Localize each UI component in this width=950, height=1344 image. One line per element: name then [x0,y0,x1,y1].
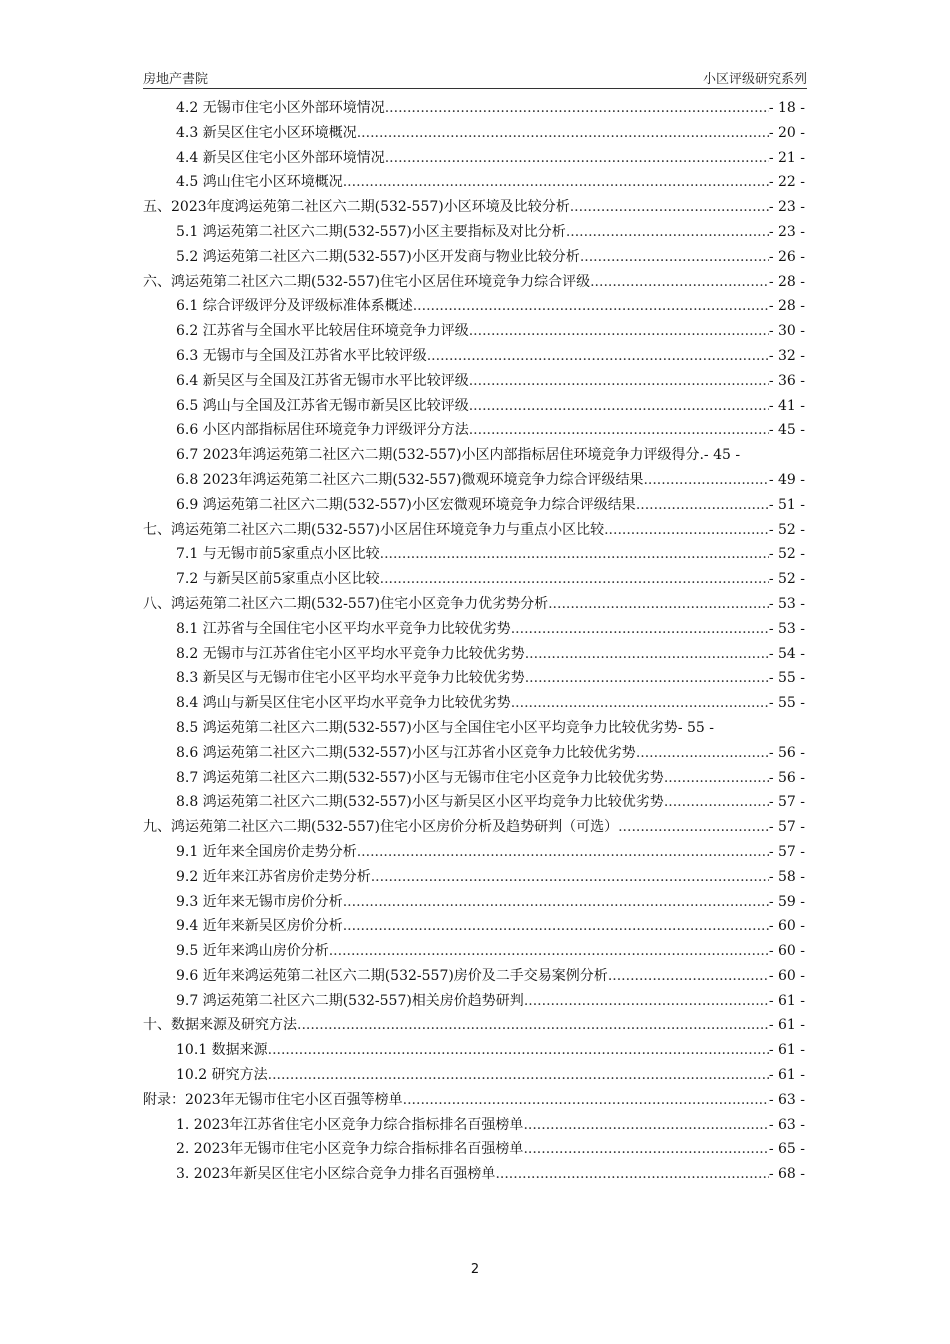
toc-entry[interactable] [143,369,805,394]
toc-entry-page: - 18 - [768,100,805,116]
toc-entry-page: - 55 - [677,719,714,736]
toc-leader-dots [403,1088,769,1113]
toc-entry-title: 6.1 综合评级评分及评级标准体系概述 [176,298,413,315]
toc-entry[interactable] [143,1088,805,1113]
table-of-contents [143,96,805,1187]
toc-entry-title: 3. 2023年新吴区住宅小区综合竞争力排名百强榜单 [176,1166,496,1183]
toc-entry-title: 8.1 江苏省与全国住宅小区平均水平竞争力比较优劣势 [176,620,511,637]
toc-entry-title: 1. 2023年江苏省住宅小区竞争力综合指标排名百强榜单 [176,1116,524,1133]
toc-entry-page: - 58 - [768,868,805,885]
toc-entry-title: 八、鸿运苑第二社区六二期(532-557)住宅小区竞争力优劣势分析 [143,595,549,612]
toc-entry-page: - 57 - [768,843,805,860]
toc-entry[interactable] [143,418,805,443]
toc-leader-dots [329,939,769,964]
page-number: 2 [470,1262,480,1277]
toc-entry[interactable] [143,666,805,691]
toc-leader-dots [343,170,769,195]
toc-entry[interactable] [143,493,805,518]
toc-entry-page: - 60 - [768,943,805,960]
toc-leader-dots [643,468,768,493]
toc-entry-page: - 61 - [768,1067,805,1084]
toc-leader-dots [590,270,769,295]
toc-entry-title: 6.8 2023年鸿运苑第二社区六二期(532-557)微观环境竞争力综合评级结果 [176,471,644,488]
toc-entry[interactable] [143,1013,805,1038]
toc-entry-page: - 23 - [768,223,805,240]
toc-entry-title: 10.2 研究方法 [176,1067,268,1084]
toc-entry-page: - 49 - [768,471,805,488]
toc-entry[interactable] [143,96,805,121]
toc-leader-dots [523,1137,768,1162]
toc-leader-dots [511,617,769,642]
toc-entry-page: - 57 - [768,794,805,811]
toc-entry[interactable] [143,1137,805,1162]
toc-leader-dots [608,964,769,989]
toc-leader-dots [525,666,769,691]
toc-entry-page: - 54 - [768,645,805,662]
toc-leader-dots [524,989,769,1014]
toc-leader-dots [618,815,769,840]
toc-leader-dots [469,394,769,419]
toc-entry-title: 附录：2023年无锡市住宅小区百强等榜单 [143,1091,403,1108]
toc-entry-title: 8.3 新吴区与无锡市住宅小区平均水平竞争力比较优劣势 [176,670,525,687]
toc-entry-title: 9.2 近年来江苏省房价走势分析 [176,868,371,885]
toc-entry[interactable] [143,542,805,567]
toc-entry-title: 九、鸿运苑第二社区六二期(532-557)住宅小区房价分析及趋势研判（可选） [143,819,619,836]
toc-leader-dots [371,865,769,890]
toc-entry[interactable] [143,1113,805,1138]
toc-entry-page: - 57 - [768,819,805,836]
toc-entry-title: 十、数据来源及研究方法 [143,1017,297,1034]
toc-entry-page: - 51 - [768,496,805,513]
toc-entry-page: - 63 - [768,1091,805,1108]
toc-entry[interactable] [143,964,805,989]
toc-entry-title: 5.1 鸿运苑第二社区六二期(532-557)小区主要指标及对比分析 [176,223,566,240]
toc-entry[interactable] [143,394,805,419]
toc-entry-page: - 28 - [768,298,805,315]
toc-leader-dots [511,691,769,716]
toc-leader-dots [343,890,769,915]
toc-entry-title: 8.7 鸿运苑第二社区六二期(532-557)小区与无锡市住宅小区竞争力比较优劣势 [176,769,664,786]
toc-entry-page: - 60 - [768,918,805,935]
toc-entry-page: - 20 - [768,124,805,141]
toc-leader-dots [469,369,769,394]
toc-leader-dots [469,319,769,344]
toc-leader-dots [664,790,769,815]
toc-entry-title: 9.3 近年来无锡市房价分析 [176,893,343,910]
toc-leader-dots [427,344,769,369]
toc-entry-page: - 22 - [768,174,805,191]
toc-entry-page: - 45 - [768,422,805,439]
toc-entry[interactable] [143,865,805,890]
toc-entry-page: - 59 - [768,893,805,910]
toc-entry-page: - 61 - [768,1042,805,1059]
toc-entry-title: 9.6 近年来鸿运苑第二社区六二期(532-557)房价及二手交易案例分析 [176,967,608,984]
toc-entry-page: - 56 - [768,769,805,786]
toc-entry-page: - 60 - [768,967,805,984]
toc-entry-page: - 65 - [768,1141,805,1158]
toc-entry-title: 5.2 鸿运苑第二社区六二期(532-557)小区开发商与物业比较分析 [176,248,580,265]
toc-leader-dots [385,146,769,171]
toc-entry-title: 2. 2023年无锡市住宅小区竞争力综合指标排名百强榜单 [176,1141,524,1158]
toc-entry-title: 8.4 鸿山与新吴区住宅小区平均水平竞争力比较优劣势 [176,695,511,712]
toc-entry-title: 7.1 与无锡市前5家重点小区比较 [176,546,380,563]
toc-leader-dots [570,195,769,220]
toc-entry[interactable] [143,939,805,964]
toc-entry-page: - 41 - [768,397,805,414]
toc-entry-page: - 21 - [768,149,805,166]
toc-leader-dots [268,1038,769,1063]
toc-entry-title: 6.9 鸿运苑第二社区六二期(532-557)小区宏微观环境竞争力综合评级结果 [176,496,636,513]
toc-leader-dots [413,294,769,319]
page-header [143,64,807,89]
toc-entry-page: - 55 - [768,670,805,687]
toc-entry-page: - 52 - [768,546,805,563]
toc-entry[interactable] [143,691,805,716]
toc-entry[interactable] [143,1162,805,1187]
toc-entry-page: - 52 - [768,521,805,538]
toc-entry[interactable] [143,344,805,369]
toc-entry[interactable] [143,195,805,220]
toc-entry[interactable] [143,741,805,766]
toc-entry[interactable] [143,815,805,840]
toc-leader-dots [636,741,769,766]
toc-leader-dots [357,121,769,146]
toc-entry[interactable] [143,518,805,543]
toc-entry[interactable] [143,642,805,667]
toc-leader-dots [380,567,769,592]
toc-entry-page: - 55 - [768,695,805,712]
toc-entry-page: - 68 - [768,1166,805,1183]
toc-entry-title: 6.2 江苏省与全国水平比较居住环境竞争力评级 [176,323,469,340]
toc-leader-dots [523,1113,768,1138]
toc-leader-dots [566,220,769,245]
toc-entry-title: 9.7 鸿运苑第二社区六二期(532-557)相关房价趋势研判 [176,992,524,1009]
toc-leader-dots [525,642,769,667]
toc-leader-dots [469,418,769,443]
toc-entry-page: - 61 - [768,992,805,1009]
toc-entry[interactable] [143,121,805,146]
toc-leader-dots [548,592,769,617]
toc-leader-dots [357,840,769,865]
toc-entry[interactable] [143,716,805,741]
toc-entry[interactable] [143,567,805,592]
toc-entry[interactable] [143,790,805,815]
header-right-text: 小区评级研究系列 [702,72,807,87]
toc-entry[interactable] [143,146,805,171]
toc-entry[interactable] [143,294,805,319]
toc-leader-dots [380,542,769,567]
toc-entry-title: 10.1 数据来源 [176,1042,268,1059]
toc-entry[interactable] [143,890,805,915]
toc-entry[interactable] [143,914,805,939]
toc-leader-dots [664,766,769,791]
toc-entry-title: 9.5 近年来鸿山房价分析 [176,943,329,960]
header-left-text: 房地产書院 [143,72,209,87]
toc-leader-dots [604,518,769,543]
toc-entry-page: - 28 - [768,273,805,290]
toc-entry[interactable] [143,245,805,270]
toc-entry-page: - 23 - [768,199,805,216]
toc-entry[interactable] [143,270,805,295]
toc-entry[interactable] [143,592,805,617]
toc-entry-title: 7.2 与新吴区前5家重点小区比较 [176,571,380,588]
toc-entry-title: 6.4 新吴区与全国及江苏省无锡市水平比较评级 [176,372,469,389]
toc-entry-title: 8.5 鸿运苑第二社区六二期(532-557)小区与全国住宅小区平均竞争力比较优劣势 [176,719,678,736]
toc-entry-title: 9.1 近年来全国房价走势分析 [176,843,357,860]
toc-entry-page: - 53 - [768,620,805,637]
toc-leader-dots [343,914,769,939]
toc-entry-page: - 26 - [768,248,805,265]
toc-entry-title: 七、鸿运苑第二社区六二期(532-557)小区居住环境竞争力与重点小区比较 [143,521,605,538]
toc-entry[interactable] [143,468,805,493]
toc-entry[interactable] [143,617,805,642]
toc-entry-title: 4.3 新吴区住宅小区环境概况 [176,124,357,141]
toc-entry[interactable] [143,1038,805,1063]
toc-entry-page: - 52 - [768,571,805,588]
toc-entry-title: 6.7 2023年鸿运苑第二社区六二期(532-557)小区内部指标居住环境竞争力评级得分. [176,447,704,464]
toc-leader-dots [636,493,769,518]
toc-entry-title: 9.4 近年来新吴区房价分析 [176,918,343,935]
toc-entry[interactable] [143,766,805,791]
toc-entry[interactable] [143,220,805,245]
toc-entry-title: 六、鸿运苑第二社区六二期(532-557)住宅小区居住环境竞争力综合评级 [143,273,591,290]
toc-leader-dots [385,96,769,121]
toc-entry[interactable] [143,840,805,865]
toc-entry-title: 五、2023年度鸿运苑第二社区六二期(532-557)小区环境及比较分析 [143,199,570,216]
toc-entry-page: - 45 - [703,447,741,464]
toc-entry-title: 6.5 鸿山与全国及江苏省无锡市新吴区比较评级 [176,397,469,414]
toc-entry[interactable] [143,1063,805,1088]
toc-entry-page: - 63 - [768,1116,805,1133]
toc-leader-dots [580,245,769,270]
toc-leader-dots [495,1162,768,1187]
toc-entry-title: 4.5 鸿山住宅小区环境概况 [176,174,343,191]
toc-entry-page: - 61 - [768,1017,805,1034]
toc-entry-title: 6.3 无锡市与全国及江苏省水平比较评级 [176,347,427,364]
toc-entry-title: 8.6 鸿运苑第二社区六二期(532-557)小区与江苏省小区竞争力比较优劣势 [176,744,636,761]
toc-entry-title: 4.4 新吴区住宅小区外部环境情况 [176,149,385,166]
toc-entry[interactable] [143,989,805,1014]
toc-entry-title: 4.2 无锡市住宅小区外部环境情况 [176,100,385,116]
toc-entry-page: - 30 - [768,323,805,340]
toc-entry-page: - 36 - [768,372,805,389]
toc-entry[interactable] [143,443,805,468]
toc-entry-page: - 53 - [768,595,805,612]
toc-entry[interactable] [143,170,805,195]
toc-leader-dots [268,1063,769,1088]
toc-entry[interactable] [143,319,805,344]
toc-leader-dots [297,1013,769,1038]
toc-entry-title: 8.2 无锡市与江苏省住宅小区平均水平竞争力比较优劣势 [176,645,525,662]
toc-entry-title: 6.6 小区内部指标居住环境竞争力评级评分方法 [176,422,469,439]
toc-entry-title: 8.8 鸿运苑第二社区六二期(532-557)小区与新吴区小区平均竞争力比较优劣势 [176,794,664,811]
toc-entry-page: - 32 - [768,347,805,364]
toc-entry-page: - 56 - [768,744,805,761]
